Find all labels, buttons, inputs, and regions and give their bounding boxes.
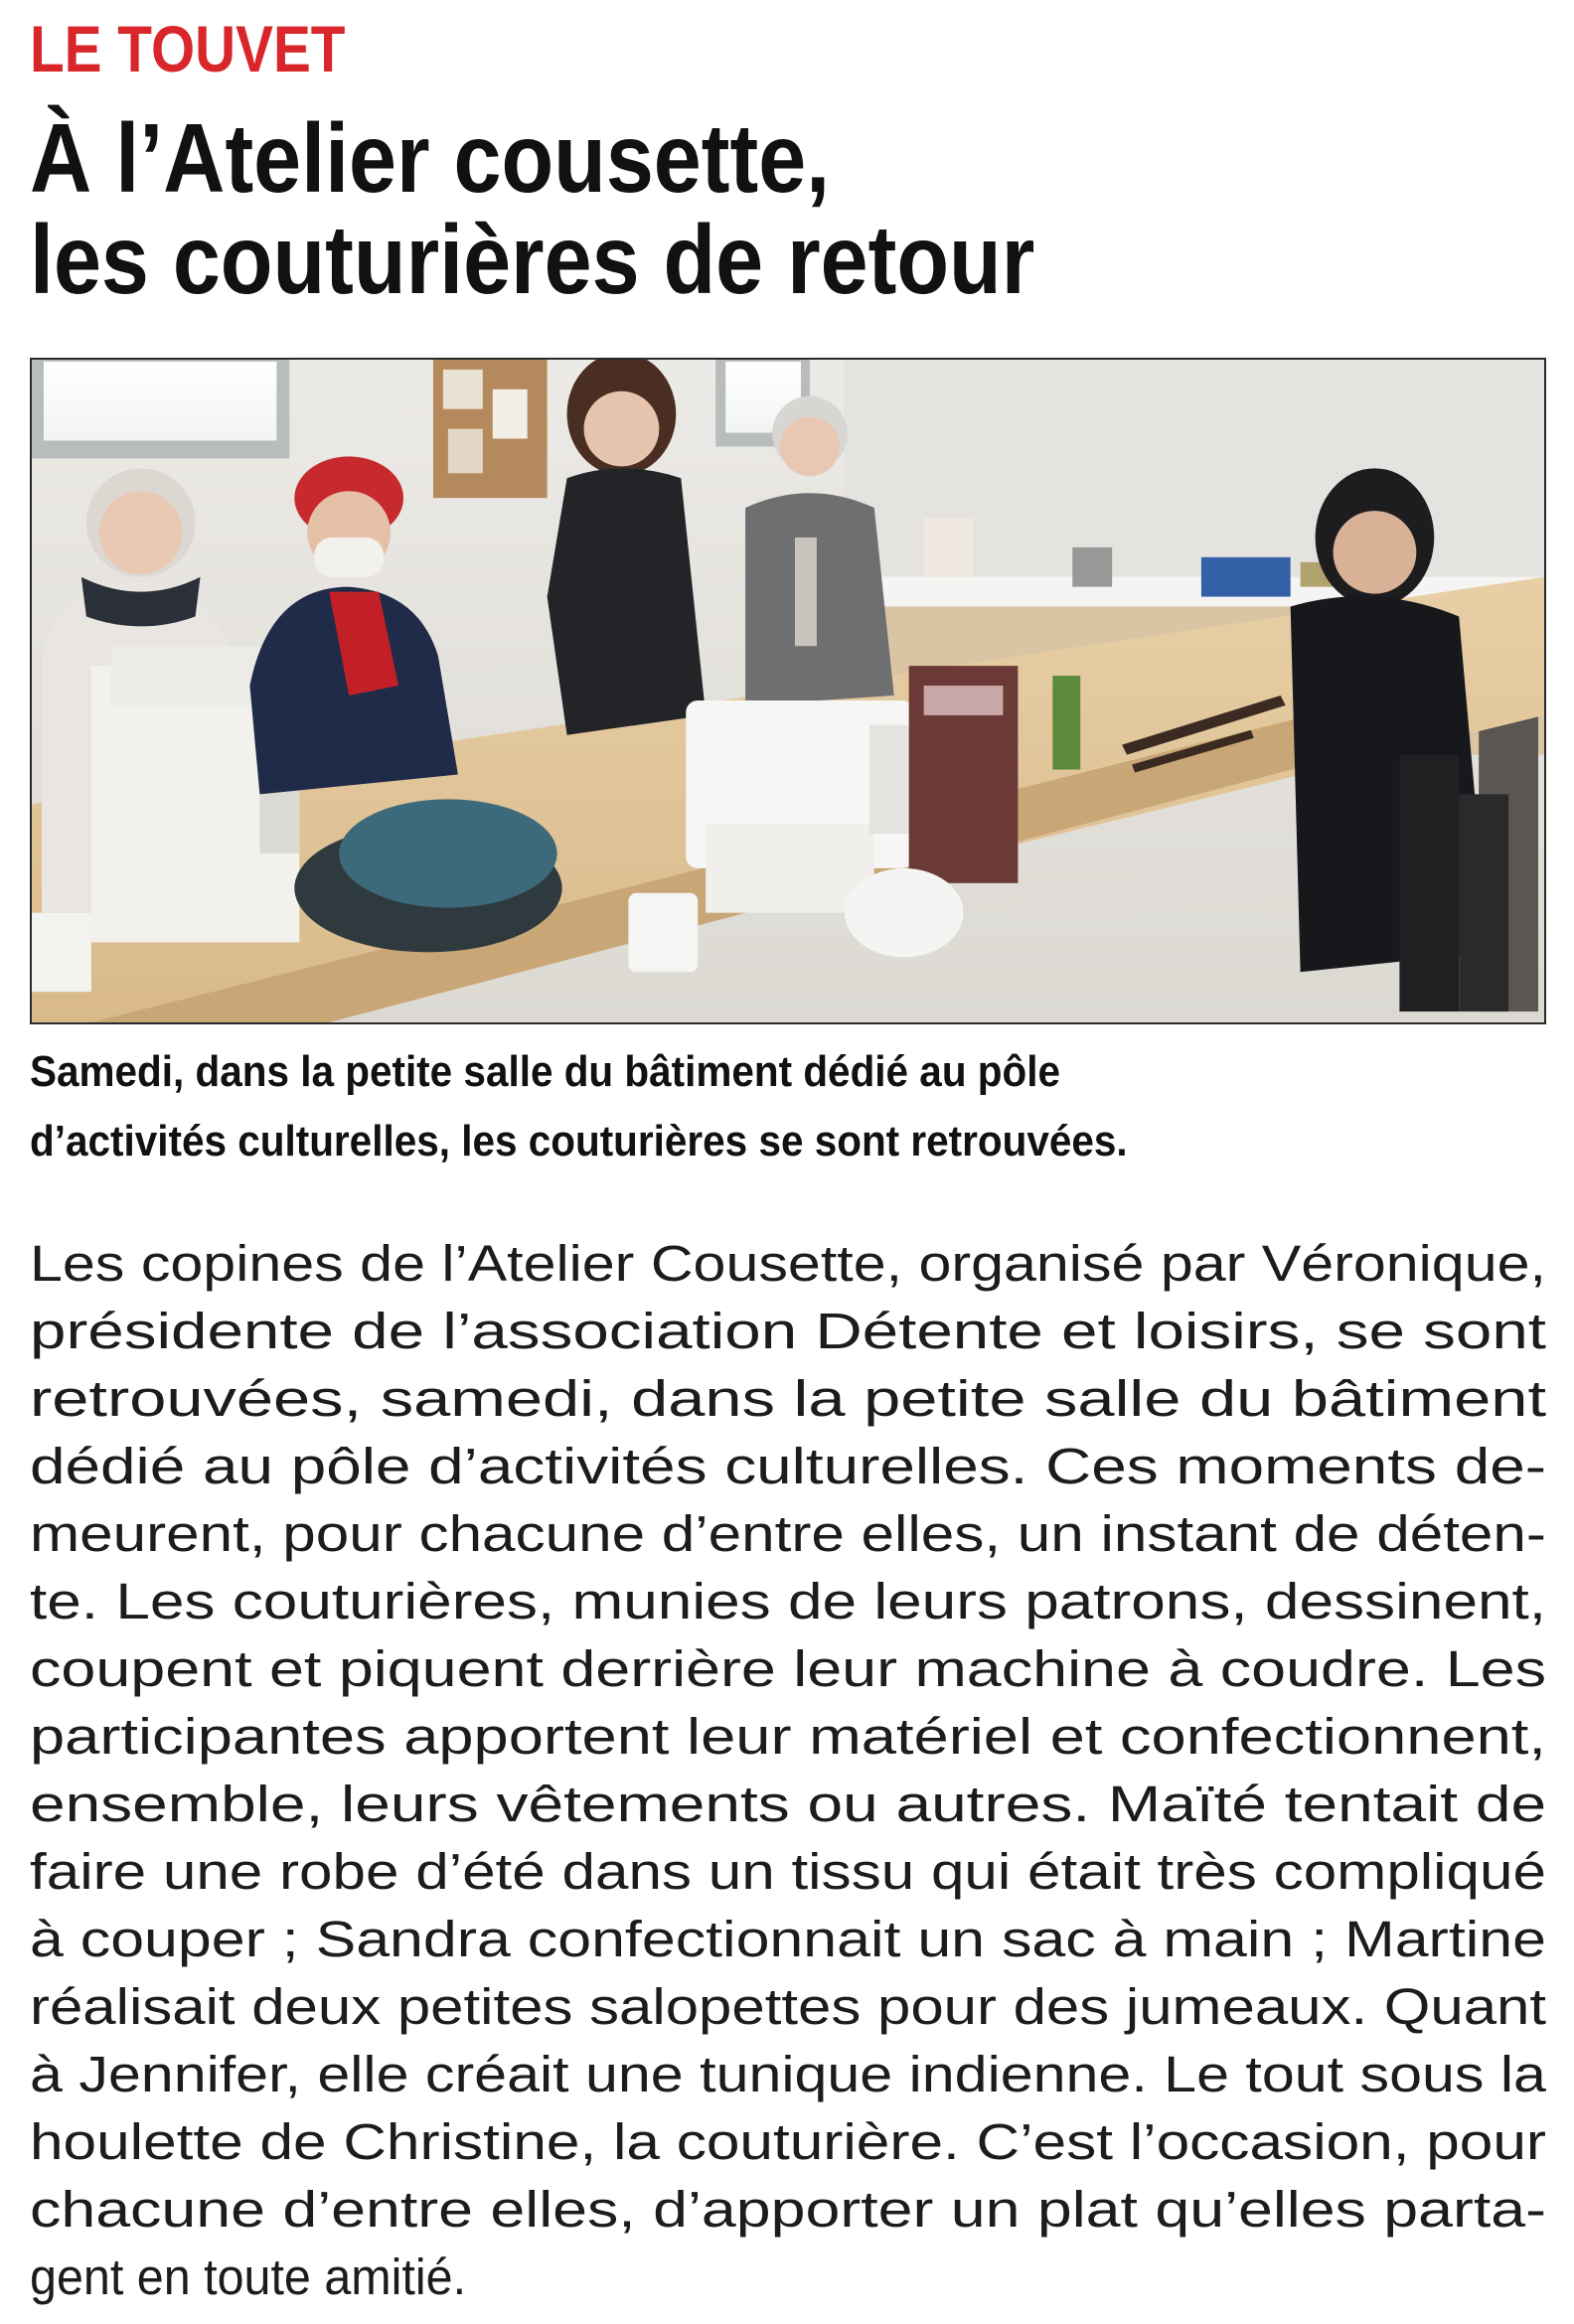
sewing-workshop-photo [32, 360, 1544, 1022]
person-3-body [548, 468, 707, 734]
chair [1399, 755, 1459, 1011]
caption-line-2: d’activités culturelles, les couturières se sont retrouvées. [30, 1117, 1128, 1165]
body-line: réalisait deux petites salopettes pour des jumeaux. Quant [30, 1978, 1547, 2035]
body-line: Les copines de l’Atelier Cousette, organisé par Véronique, [30, 1235, 1546, 1292]
body-line: à Jennifer, elle créait une tunique indienne. Le tout sous la [30, 2046, 1546, 2102]
body-line: dédié au pôle d’activités culturelles. Ces moments de- [30, 1438, 1547, 1494]
body-line: coupent et piquent derrière leur machine à coudre. Les [30, 1640, 1547, 1697]
body-line: houlette de Christine, la couturière. C’est l’occasion, pour [30, 2113, 1547, 2170]
blue-box [1201, 557, 1291, 597]
body-line: gent en toute amitié. [30, 2248, 467, 2305]
body-line: chacune d’entre elles, d’apporter un plat qu’elles parta- [30, 2181, 1547, 2238]
headline-line-1: À l’Atelier cousette, [30, 103, 831, 213]
bottle [1052, 676, 1080, 769]
article-photo [30, 358, 1546, 1024]
body-line: retrouvées, samedi, dans la petite salle du bâtiment [30, 1370, 1547, 1427]
body-line: te. Les couturières, munies de leurs patrons, dessinent, [30, 1573, 1547, 1629]
photo-caption [30, 1037, 1546, 1176]
mug [628, 893, 698, 973]
body-line: faire une robe d’été dans un tissu qui était très compliqué [30, 1843, 1546, 1900]
body-line: à couper ; Sandra confectionnait un sac à main ; Martine [30, 1911, 1546, 1967]
caption-line-1: Samedi, dans la petite salle du bâtiment dédié au pôle [30, 1047, 1061, 1096]
article-body [30, 1230, 1550, 2311]
body-line: présidente de l’association Détente et loisirs, se sont [30, 1303, 1547, 1359]
body-line: meurent, pour chacune d’entre elles, un instant de déten- [30, 1505, 1546, 1562]
headline [30, 103, 1520, 314]
body-line: ensemble, leurs vêtements ou autres. Maïté tentait de [30, 1776, 1547, 1832]
location-kicker: LE TOUVET [30, 12, 346, 85]
body-line: participantes apportent leur matériel et confectionnent, [30, 1708, 1546, 1765]
headline-line-2: les couturières de retour [30, 205, 1035, 314]
person-4-body [745, 493, 894, 705]
